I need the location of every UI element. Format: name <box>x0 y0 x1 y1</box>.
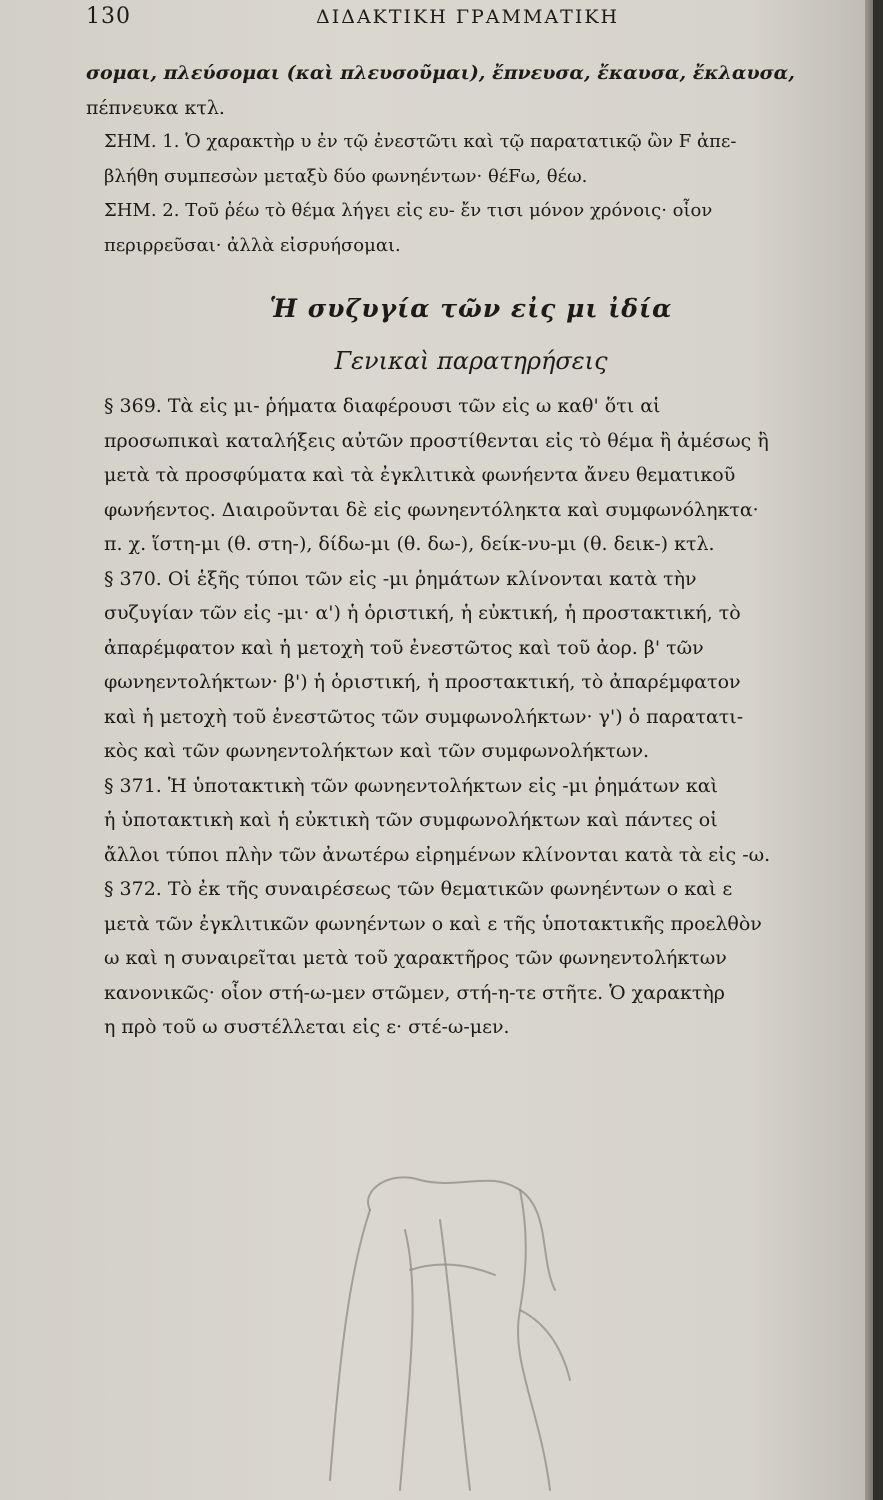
paragraph-line: § 369. Τὰ εἰς μι- ῥήματα διαφέρουσι τῶν εἰς ω καθ' ὅτι αἱ <box>104 395 661 417</box>
intro-line: σομαι, πλεύσομαι (καὶ πλευσοῦμαι), ἔπνευσα, ἔκαυσα, ἔκλαυσα, <box>86 62 795 84</box>
paragraph-line: καὶ ἡ μετοχὴ τοῦ ἐνεστῶτος τῶν συμφωνολήκτων· γ') ὁ παρατατι- <box>104 705 744 728</box>
page-number: 130 <box>86 4 131 29</box>
paragraph-line: κανονικῶς· οἷον στή-ω-μεν στῶμεν, στή-η-τε στῆτε. Ὁ χαρακτὴρ <box>104 981 725 1004</box>
sketch-stroke <box>518 1190 550 1490</box>
paragraph-372 <box>86 872 856 1045</box>
page-body <box>86 56 856 1045</box>
paragraph-line: § 370. Οἱ ἑξῆς τύποι τῶν εἰς -μι ῥημάτων κλίνονται κατὰ τὴν <box>104 567 697 590</box>
pencil-sketch <box>220 1150 640 1500</box>
paragraph-371 <box>86 769 856 873</box>
paragraph-line: φωνήεντος. Διαιροῦνται δὲ εἰς φωνηεντόληκτα καὶ συμφωνόληκτα· <box>104 498 759 521</box>
paragraph-line: συζυγίαν τῶν εἰς -μι· α') ἡ ὁριστική, ἡ εὐκτική, ἡ προστακτική, τὸ <box>104 602 741 624</box>
intro-line: πέπνευκα κτλ. <box>86 96 225 119</box>
paragraph-line: ω καὶ η συναιρεῖται μετὰ τοῦ χαρακτῆρος τῶν φωνηεντολήκτων <box>104 947 727 969</box>
sketch-stroke <box>330 1210 370 1480</box>
note-2 <box>86 194 856 263</box>
sketch-stroke <box>440 1220 470 1490</box>
paragraph-line: μετὰ τῶν ἐγκλιτικῶν φωνηέντων ο καὶ ε τῆς ὑποτακτικῆς προελθὸν <box>104 912 762 935</box>
paragraph-line: π. χ. ἵστη-μι (θ. στη-), δίδω-μι (θ. δω-), δείκ-νυ-μι (θ. δεικ-) κτλ. <box>104 533 715 555</box>
sketch-stroke <box>410 1265 495 1275</box>
intro-paragraph <box>86 56 856 125</box>
sketch-stroke <box>368 1177 555 1290</box>
paragraph-line: ἡ ὑποτακτικὴ καὶ ἡ εὐκτικὴ τῶν συμφωνολήκτων καὶ πάντες οἱ <box>104 809 718 831</box>
paragraph-line: § 371. Ἡ ὑποτακτικὴ τῶν φωνηεντολήκτων εἰς -μι ῥημάτων καὶ <box>104 774 719 797</box>
note-line: ΣΗΜ. 2. Τοῦ ῥέω τὸ θέμα λήγει εἰς ευ- ἔν τισι μόνον χρόνοις· οἷον <box>104 200 713 221</box>
paragraph-370 <box>86 562 856 769</box>
section-subheading: Γενικαὶ παρατηρήσεις <box>334 347 608 375</box>
page-header <box>86 4 846 32</box>
note-line: περιρρεῦσαι· ἀλλὰ εἰσρυήσομαι. <box>104 234 401 256</box>
section-heading: Ἡ συζυγία τῶν εἰς μι ἰδία <box>269 294 673 323</box>
paragraph-line: μετὰ τὰ προσφύματα καὶ τὰ ἐγκλιτικὰ φωνήεντα ἄνευ θεματικοῦ <box>104 464 736 486</box>
note-line: βλήθη συμπεσὼν μεταξὺ δύο φωνηέντων· θέFω, θέω. <box>104 165 588 187</box>
paragraph-line: κὸς καὶ τῶν φωνηεντολήκτων καὶ τῶν συμφωνολήκτων. <box>104 740 650 762</box>
paragraph-line: φωνηεντολήκτων· β') ἡ ὁριστική, ἡ προστακτική, τὸ ἀπαρέμφατον <box>104 671 741 693</box>
note-line: ΣΗΜ. 1. Ὁ χαρακτὴρ υ ἐν τῷ ἐνεστῶτι καὶ τῷ παρατατικῷ ὢν F ἀπε- <box>104 131 737 152</box>
paragraph-line: ἄλλοι τύποι πλὴν τῶν ἀνωτέρω εἰρημένων κλίνονται κατὰ τὰ εἰς -ω. <box>104 843 771 866</box>
sketch-stroke <box>520 1310 570 1380</box>
paragraph-line: ἀπαρέμφατον καὶ ἡ μετοχὴ τοῦ ἐνεστῶτος καὶ τοῦ ἀορ. β' τῶν <box>104 636 704 659</box>
note-1 <box>86 125 856 194</box>
paragraph-line: προσωπικαὶ καταλήξεις αὐτῶν προστίθενται εἰς τὸ θέμα ἢ ἀμέσως ἢ <box>104 429 769 452</box>
adjacent-page-strip <box>873 0 883 1500</box>
running-title: ΔΙΔΑΚΤΙΚΗ ΓΡΑΜΜΑΤΙΚΗ <box>316 6 620 28</box>
paragraph-line: η πρὸ τοῦ ω συστέλλεται εἰς ε· στέ-ω-μεν. <box>104 1016 510 1038</box>
paragraph-line: § 372. Τὸ ἐκ τῆς συναιρέσεως τῶν θεματικῶν φωνηέντων ο καὶ ε <box>104 878 733 900</box>
paragraph-369 <box>86 389 856 562</box>
